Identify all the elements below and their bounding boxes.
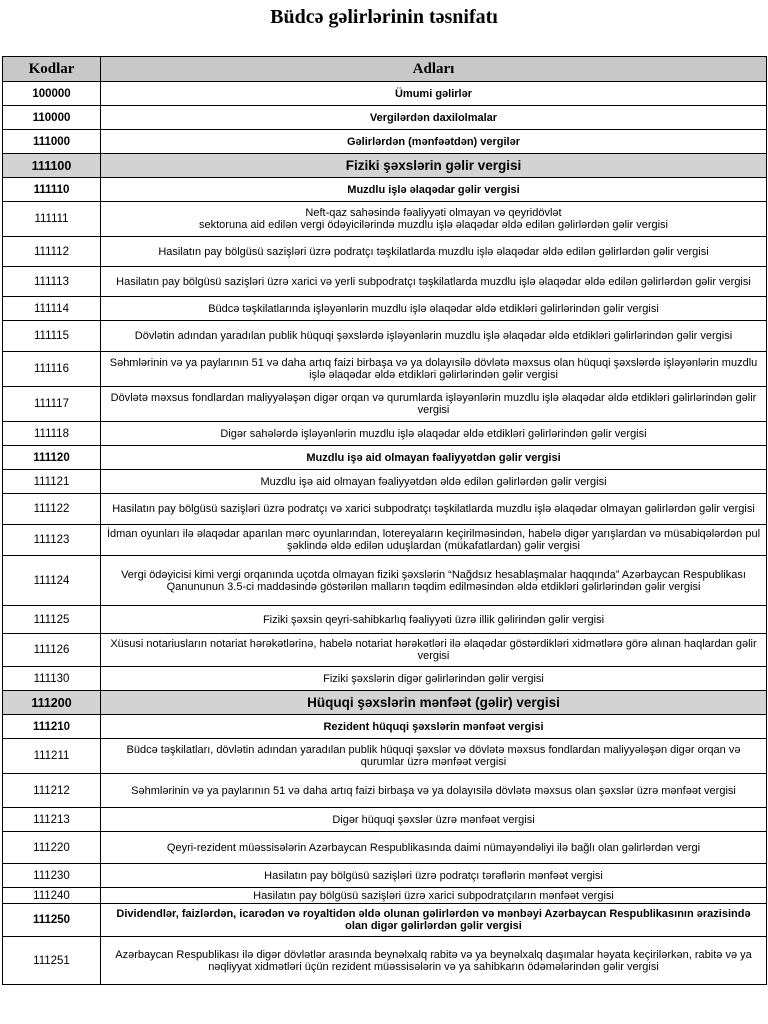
- table-row: [3, 154, 767, 178]
- row-name: Fiziki şəxslərin gəlir vergisi: [101, 154, 767, 178]
- row-name: Fiziki şəxsin qeyri-sahibkarlıq fəaliyyəti üzrə illik gəlirindən gəlir vergisi: [101, 606, 767, 634]
- table-row: [3, 82, 767, 106]
- row-code: 111220: [3, 832, 101, 864]
- row-code: 111116: [3, 352, 101, 387]
- classification-table: [2, 56, 767, 985]
- row-code: 111130: [3, 667, 101, 691]
- row-code: 111121: [3, 470, 101, 494]
- row-name: Azərbaycan Respublikası ilə digər dövlətlər arasında beynəlxalq rabitə və ya beynəlxalq daşımalar həyata keçirilərkən, rabitə və ya nəqliyyat xidmətləri üçün rezident müəssisələrin və ya sahibkarın ödəmələrindən gəlir vergisi: [101, 937, 767, 985]
- table-row: [3, 691, 767, 715]
- row-code: 111200: [3, 691, 101, 715]
- row-code: 111122: [3, 494, 101, 525]
- row-name: Hasilatın pay bölgüsü sazişləri üzrə xarici və yerli subpodratçı təşkilatlarda muzdlu işlə əlaqədar əldə edilən gəlirlərdən gəlir vergisi: [101, 267, 767, 297]
- row-code: 111210: [3, 715, 101, 739]
- table-row: [3, 937, 767, 985]
- row-code: 111112: [3, 237, 101, 267]
- row-name: Hasilatın pay bölgüsü sazişləri üzrə podratçı təşkilatlarda muzdlu işlə əlaqədar əldə edilən gəlirlərdən gəlir vergisi: [101, 237, 767, 267]
- table-row: [3, 739, 767, 774]
- row-code: 111115: [3, 321, 101, 352]
- table-row: [3, 904, 767, 937]
- table-row: [3, 470, 767, 494]
- row-name: Neft-qaz sahəsində fəaliyyəti olmayan və qeyridövlət sektoruna aid edilən vergi ödəyicilərində muzdlu işlə əlaqədar əldə edilən gəlirlərdən gəlir vergisi: [101, 202, 767, 237]
- table-row: [3, 864, 767, 888]
- table-row: [3, 832, 767, 864]
- row-name: Muzdlu işlə əlaqədar gəlir vergisi: [101, 178, 767, 202]
- table-row: [3, 202, 767, 237]
- row-name: Rezident hüquqi şəxslərin mənfəət vergisi: [101, 715, 767, 739]
- table-row: [3, 525, 767, 556]
- table-row: [3, 352, 767, 387]
- row-code: 100000: [3, 82, 101, 106]
- table-row: [3, 715, 767, 739]
- table-row: [3, 606, 767, 634]
- row-code: 111124: [3, 556, 101, 606]
- table-row: [3, 178, 767, 202]
- table-row: [3, 634, 767, 667]
- row-name: Hasilatın pay bölgüsü sazişləri üzrə podratçı və xarici subpodratçı təşkilatlarda muzdlu işlə əlaqədar olmayan gəlirlərdən gəlir vergisi: [101, 494, 767, 525]
- row-name: Hasilatın pay bölgüsü sazişləri üzrə xarici subpodratçıların mənfəət vergisi: [101, 888, 767, 904]
- row-code: 111211: [3, 739, 101, 774]
- table-row: [3, 267, 767, 297]
- row-name: Qeyri-rezident müəssisələrin Azərbaycan Respublikasında daimi nümayəndəliyi ilə bağlı olan gəlirlərdən vergi: [101, 832, 767, 864]
- row-name: Büdcə təşkilatları, dövlətin adından yaradılan publik hüquqi şəxslər və dövlətə məxsus fondlardan maliyyələşən digər orqan və qurumlar üzrə mənfəət vergisi: [101, 739, 767, 774]
- table-header-row: [3, 57, 767, 82]
- table-row: [3, 422, 767, 446]
- row-name: Fiziki şəxslərin digər gəlirlərindən gəlir vergisi: [101, 667, 767, 691]
- row-name: Hasilatın pay bölgüsü sazişləri üzrə podratçı tərəflərin mənfəət vergisi: [101, 864, 767, 888]
- row-code: 111250: [3, 904, 101, 937]
- row-name: Vergi ödəyicisi kimi vergi orqanında uçotda olmayan fiziki şəxslərin “Nağdsız hesablaşmalar haqqında” Azərbaycan Respublikası Qanununun 3.5-ci maddəsində göstərilən malların təqdim edilməsindən əldə etdikləri gəlirlərindən gəlir vergisi: [101, 556, 767, 606]
- row-name: İdman oyunları ilə əlaqədar aparılan mərc oyunlarından, lotereyaların keçirilməsindən, habelə digər yarışlardan və müsabiqələrdən pul şəklində əldə edilən uduşlardan (mükafatlardan) gəlir vergisi: [101, 525, 767, 556]
- page-title: Büdcə gəlirlərinin təsnifatı: [270, 6, 498, 28]
- table-row: [3, 237, 767, 267]
- row-name: Dividendlər, faizlərdən, icarədən və royaltidən əldə olunan gəlirlərdən və mənbəyi Azərbaycan Respublikasının ərazisində olan digər gəlirlərdən gəlir vergisi: [101, 904, 767, 937]
- table-row: [3, 446, 767, 470]
- row-code: 111123: [3, 525, 101, 556]
- row-code: 111117: [3, 387, 101, 422]
- row-name: Səhmlərinin və ya paylarının 51 və daha artıq faizi birbaşa və ya dolayısilə dövlətə məxsus olan hüquqi şəxslərdə işləyənlərin muzdlu işlə əlaqədar əldə etdikləri gəlirlərindən gəlir vergisi: [101, 352, 767, 387]
- row-code: 111230: [3, 864, 101, 888]
- row-code: 111100: [3, 154, 101, 178]
- row-code: 111125: [3, 606, 101, 634]
- row-code: 111120: [3, 446, 101, 470]
- table-row: [3, 321, 767, 352]
- row-code: 111110: [3, 178, 101, 202]
- row-name: Büdcə təşkilatlarında işləyənlərin muzdlu işlə əlaqədar əldə etdikləri gəlirlərindən gəlir vergisi: [101, 297, 767, 321]
- table-row: [3, 888, 767, 904]
- row-code: 111114: [3, 297, 101, 321]
- row-name: Digər sahələrdə işləyənlərin muzdlu işlə əlaqədar əldə etdikləri gəlirlərindən gəlir vergisi: [101, 422, 767, 446]
- row-code: 111126: [3, 634, 101, 667]
- table-row: [3, 667, 767, 691]
- row-name: Muzdlu işə aid olmayan fəaliyyətdən əldə edilən gəlirlərdən gəlir vergisi: [101, 470, 767, 494]
- row-name: Gəlirlərdən (mənfəətdən) vergilər: [101, 130, 767, 154]
- header-codes: Kodlar: [3, 57, 101, 82]
- table-row: [3, 387, 767, 422]
- table-body: [3, 82, 767, 985]
- row-code: 110000: [3, 106, 101, 130]
- row-code: 111111: [3, 202, 101, 237]
- row-name: Ümumi gəlirlər: [101, 82, 767, 106]
- row-code: 111118: [3, 422, 101, 446]
- table-row: [3, 130, 767, 154]
- row-name: Dövlətin adından yaradılan publik hüquqi şəxslərdə işləyənlərin muzdlu işlə əlaqədar əldə etdikləri gəlirlərindən gəlir vergisi: [101, 321, 767, 352]
- table-row: [3, 106, 767, 130]
- row-name: Səhmlərinin və ya paylarının 51 və daha artıq faizi birbaşa və ya dolayısilə dövlətə məxsus olan şəxslər üzrə mənfəət vergisi: [101, 774, 767, 808]
- row-name: Dövlətə məxsus fondlardan maliyyələşən digər orqan və qurumlarda işləyənlərin muzdlu işlə əlaqədar əldə etdikləri gəlirlərindən gəlir vergisi: [101, 387, 767, 422]
- row-name: Digər hüquqi şəxslər üzrə mənfəət vergisi: [101, 808, 767, 832]
- row-code: 111240: [3, 888, 101, 904]
- row-name: Muzdlu işə aid olmayan fəaliyyətdən gəlir vergisi: [101, 446, 767, 470]
- row-name: Vergilərdən daxilolmalar: [101, 106, 767, 130]
- row-code: 111213: [3, 808, 101, 832]
- row-code: 111212: [3, 774, 101, 808]
- table-row: [3, 774, 767, 808]
- header-names: Adları: [101, 57, 767, 82]
- row-name: Xüsusi notariusların notariat hərəkətlərinə, habelə notariat hərəkətləri ilə əlaqədar göstərdikləri xidmətlərə görə alınan haqlardan gəlir vergisi: [101, 634, 767, 667]
- table-row: [3, 494, 767, 525]
- row-code: 111000: [3, 130, 101, 154]
- row-code: 111113: [3, 267, 101, 297]
- row-code: 111251: [3, 937, 101, 985]
- table-row: [3, 808, 767, 832]
- table-row: [3, 297, 767, 321]
- row-name: Hüquqi şəxslərin mənfəət (gəlir) vergisi: [101, 691, 767, 715]
- table-row: [3, 556, 767, 606]
